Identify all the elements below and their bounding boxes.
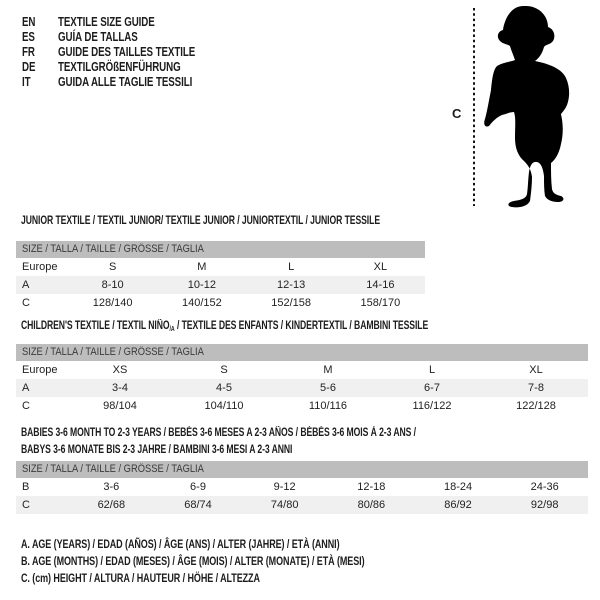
children-size-table [16,344,588,415]
size-cell: L [288,261,295,273]
row-label: B [22,481,30,493]
children-title-subscript: /A [169,326,175,333]
baby-silhouette-shape [484,6,569,207]
age-cell: 6-9 [190,481,206,493]
age-cell: 18-24 [443,481,473,493]
height-cell: 86/92 [444,499,472,511]
footnote-a-text: A. AGE (YEARS) / EDAD (AÑOS) / ÂGE (ANS) / ALTER (JAHRE) / ETÀ (ANNI) [21,537,340,551]
footnote-height-cm [21,570,479,587]
size-header-bar [16,241,425,258]
table-row-age-years [16,276,425,294]
row-label: Europe [22,364,58,376]
lang-row-de [22,59,241,74]
lang-row-it [22,74,241,89]
table-row-height-cm [16,496,588,514]
table-row-europe [16,361,588,379]
height-cell: 128/140 [92,297,133,309]
babies-title-line1: BABIES 3-6 MONTH TO 2-3 YEARS / BEBÉS 3-6 MESES A 2-3 AÑOS / BÉBÉS 3-6 MOIS À 2-3 ANS / [21,427,416,439]
children-title-pre: CHILDREN'S TEXTILE / TEXTIL NIÑO [21,320,170,332]
children-title-text [21,320,428,336]
height-cell: 98/104 [103,400,137,412]
row-label: A [22,279,30,291]
age-cell: 5-6 [320,382,336,394]
size-cell: XL [373,261,388,273]
age-cell: 24-36 [530,481,559,493]
table-row-age-months [16,478,588,496]
size-cell: M [197,261,207,273]
height-cell: 110/116 [308,400,348,412]
children-title-post: / TEXTILE DES ENFANTS / KINDERTEXTIL / BAMBINI TESSILE [174,320,429,332]
lang-code: DE [22,59,36,74]
footnote-b-text: B. AGE (MONTHS) / EDAD (MESES) / ÂGE (MOIS) / ALTER (MONATE) / ETÀ (MESI) [21,554,365,568]
size-cell: XS [112,364,128,376]
size-header-bar [16,461,588,478]
row-label: C [22,400,30,412]
age-cell: 8-10 [101,279,124,291]
guide-title-fr: GUIDE DES TAILLES TEXTILE [58,44,196,59]
guide-title-de: TEXTILGRÖßENFÜHRUNG [58,59,181,74]
junior-size-table [16,241,425,312]
legend-footnotes [21,536,479,587]
size-cell: S [108,261,117,273]
lang-code: IT [22,74,31,89]
height-cell: 68/74 [184,499,212,511]
lang-code: EN [22,14,36,29]
guide-title-es: GUÍA DE TALLAS [58,29,138,44]
lang-row-es [22,29,241,44]
height-cell: 62/68 [97,499,126,511]
age-cell: 9-12 [273,481,296,493]
guide-title-en: TEXTILE SIZE GUIDE [58,14,155,29]
footnote-age-months [21,553,479,570]
age-cell: 3-4 [112,382,128,394]
size-header-text: SIZE / TALLA / TAILLE / GRÖSSE / TAGLIA [22,463,204,475]
language-title-list [22,14,241,89]
height-cell: 116/122 [412,400,452,412]
guide-title-it: GUIDA ALLE TAGLIE TESSILI [58,74,193,89]
junior-section-title [21,215,500,228]
row-label: A [22,382,30,394]
height-label-c: C [452,106,462,121]
lang-row-fr [22,44,241,59]
size-cell: XL [529,364,543,376]
footnote-c-text: C. (cm) HEIGHT / ALTURA / HAUTEUR / HÖHE / ALTEZZA [21,571,260,585]
lang-row-en [22,14,241,29]
babies-section-title [21,425,548,459]
height-cell: 74/80 [270,499,299,511]
size-header-bar [16,344,588,361]
height-cell: 152/158 [271,297,311,309]
baby-figure [470,0,598,212]
age-cell: 12-13 [277,279,306,291]
footnote-age-years [21,536,479,553]
row-label: Europe [22,261,58,273]
children-section-title [21,320,564,336]
table-row-height-cm [16,294,425,312]
size-header-text: SIZE / TALLA / TAILLE / GRÖSSE / TAGLIA [22,346,204,358]
lang-code: FR [22,44,35,59]
size-cell: M [323,364,333,376]
table-row-height-cm [16,397,588,415]
babies-title-line2: BABYS 3-6 MONATE BIS 2-3 JAHRE / BAMBINI 3-6 MESI A 2-3 ANNI [21,444,293,456]
size-header-text: SIZE / TALLA / TAILLE / GRÖSSE / TAGLIA [22,243,204,255]
table-row-age-years [16,379,588,397]
baby-silhouette-icon [470,0,598,212]
size-cell: S [220,364,228,376]
age-cell: 12-18 [357,481,386,493]
babies-size-table [16,461,588,514]
height-cell: 80/86 [357,499,386,511]
table-row-europe [16,258,425,276]
row-label: C [22,297,30,309]
size-cell: L [428,364,436,376]
height-cell: 92/98 [530,499,559,511]
height-cell: 122/128 [516,400,556,412]
row-label: C [22,499,30,511]
age-cell: 6-7 [424,382,440,394]
age-cell: 10-12 [187,279,216,291]
age-cell: 7-8 [528,382,544,394]
height-cell: 158/170 [360,297,401,309]
age-cell: 3-6 [103,481,120,493]
age-cell: 14-16 [366,279,395,291]
height-cell: 140/152 [181,297,222,309]
lang-code: ES [22,29,35,44]
age-cell: 4-5 [216,382,232,394]
height-cell: 104/110 [204,400,244,412]
junior-title-text: JUNIOR TEXTILE / TEXTIL JUNIOR/ TEXTILE JUNIOR / JUNIORTEXTIL / JUNIOR TESSILE [21,215,381,227]
